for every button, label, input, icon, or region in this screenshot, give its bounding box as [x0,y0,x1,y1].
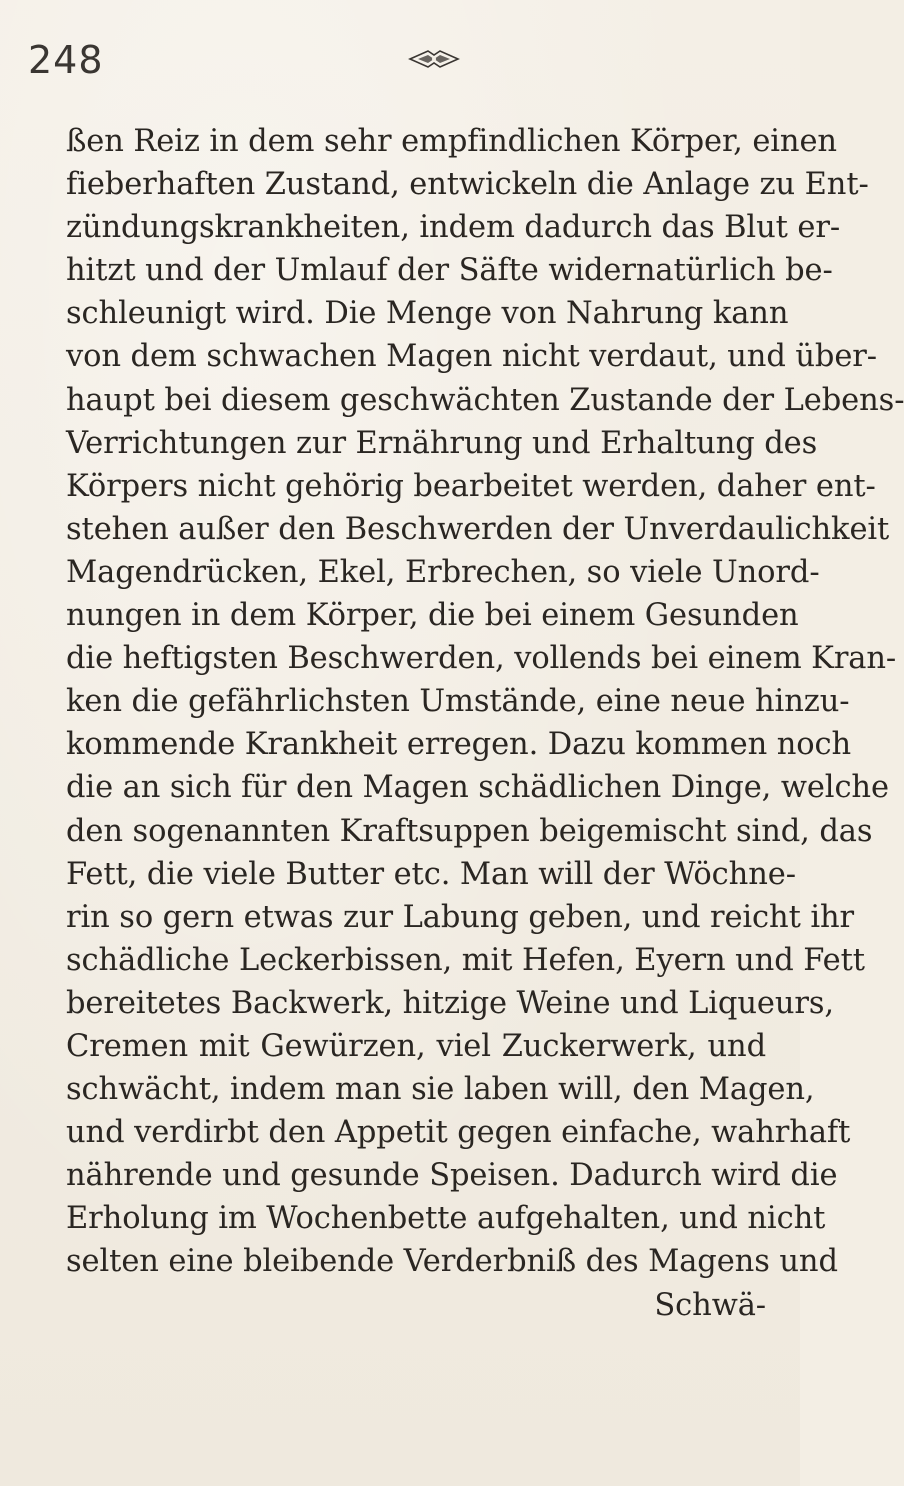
body-text [66,120,904,1327]
text-line: selten eine bleibende Verderbniß des Magens und [66,1244,838,1280]
text-line: ken die gefährlichsten Umstände, eine neue hinzu- [66,684,850,720]
text-line: von dem schwachen Magen nicht verdaut, und über- [66,339,877,375]
text-line: fieberhaften Zustand, entwickeln die Anlage zu Ent- [66,167,869,203]
text-line: bereitetes Backwerk, hitzige Weine und Liqueurs, [66,985,834,1021]
text-line: die an sich für den Magen schädlichen Dinge, welche [66,770,889,806]
catchword: Schwä- [654,1287,766,1323]
text-line: Verrichtungen zur Ernährung und Erhaltung des [66,425,818,461]
text-line: die heftigsten Beschwerden, vollends bei einem Kran- [66,641,897,677]
fleuron-ornament-icon [406,46,462,72]
text-line: schädliche Leckerbissen, mit Hefen, Eyern und Fett [66,942,865,978]
text-line: schwächt, indem man sie laben will, den Magen, [66,1072,815,1108]
text-line: hitzt und der Umlauf der Säfte widernatürlich be- [66,253,833,289]
text-line: Magendrücken, Ekel, Erbrechen, so viele Unord- [66,554,820,590]
text-line: nährende und gesunde Speisen. Dadurch wird die [66,1158,838,1194]
page-number: 248 [28,38,104,82]
text-line: Körpers nicht gehörig bearbeitet werden, daher ent- [66,468,876,504]
text-line: nungen in dem Körper, die bei einem Gesunden [66,598,799,634]
text-line: den sogenannten Kraftsuppen beigemischt sind, das [66,813,873,849]
text-line: zündungskrankheiten, indem dadurch das Blut er- [66,210,841,246]
text-line: kommende Krankheit erregen. Dazu kommen noch [66,727,852,763]
page-header [28,38,760,98]
text-line: rin so gern etwas zur Labung geben, und reicht ihr [66,899,855,935]
text-line: stehen außer den Beschwerden der Unverdaulichkeit [66,511,890,547]
text-line: ßen Reiz in dem sehr empfindlichen Körper, einen [66,124,837,159]
text-line: haupt bei diesem geschwächten Zustande der Lebens- [66,382,904,418]
text-line: schleunigt wird. Die Menge von Nahrung kann [66,296,789,332]
text-line: und verdirbt den Appetit gegen einfache, wahrhaft [66,1115,851,1151]
text-line: Fett, die viele Butter etc. Man will der Wöchne- [66,856,796,892]
text-line: Erholung im Wochenbette aufgehalten, und nicht [66,1201,826,1237]
text-line: Cremen mit Gewürzen, viel Zuckerwerk, und [66,1028,766,1064]
